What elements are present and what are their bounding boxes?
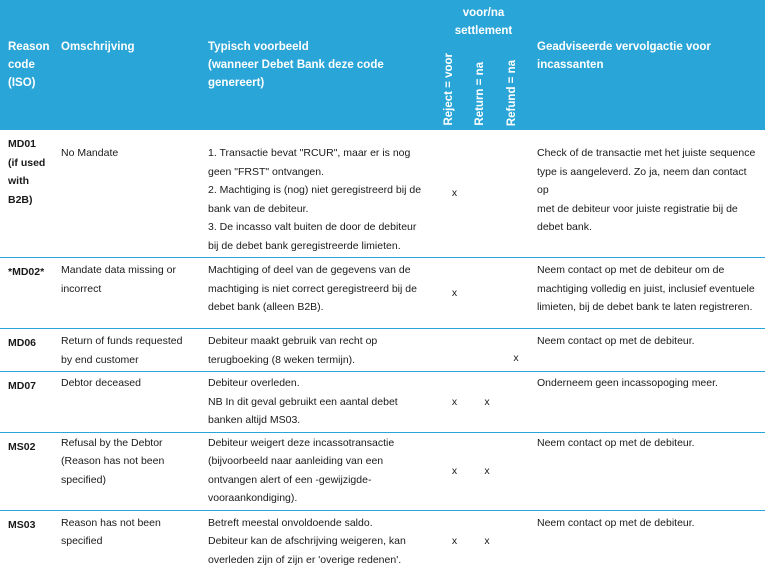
example: Debiteur overleden. NB In dit geval gebruikt een aantal debet banken altijd MS03.	[200, 372, 438, 433]
description: Reason has not been specified	[61, 516, 161, 547]
reject-mark: x	[438, 130, 471, 258]
header-group-label: voor/na settlement	[454, 7, 513, 37]
reason-code: MD01 (if used with B2B)	[0, 130, 53, 258]
table-row	[0, 510, 765, 571]
return-mark	[471, 329, 503, 372]
return-mark	[471, 258, 503, 329]
header-voor-na-settlement	[438, 0, 529, 130]
return-mark: x	[471, 372, 503, 433]
action: Onderneem geen incassopoging meer.	[529, 372, 765, 433]
table-row	[0, 372, 765, 433]
action: Neem contact op met de debiteur om de machtiging volledig en juist, inclusief eventuele limieten, bij de debet bank te laten registreren.	[529, 258, 765, 329]
reject-mark: x	[438, 372, 471, 433]
return-mark: x	[484, 534, 490, 547]
example: Machtiging of deel van de gegevens van de machtiging is niet correct geregistreerd bij de debet bank (alleen B2B).	[200, 258, 438, 329]
refund-mark	[503, 432, 529, 510]
header-return: Return = na	[474, 62, 486, 126]
table-row	[0, 258, 765, 329]
action: Neem contact op met de debiteur.	[529, 432, 765, 510]
description: Mandate data missing or incorrect	[53, 258, 200, 329]
header-reason-code: Reason code (ISO)	[0, 0, 53, 130]
refund-mark: x	[503, 329, 529, 372]
header-omschrijving: Omschrijving	[53, 0, 200, 130]
action: Neem contact op met de debiteur.	[529, 329, 765, 372]
table-row	[0, 329, 765, 372]
action: Neem contact op met de debiteur.	[537, 516, 695, 529]
table-row	[0, 130, 765, 258]
header-refund: Refund = na	[506, 59, 518, 126]
example: 1. Transactie bevat "RCUR", maar er is nog geen "FRST" ontvangen. 2. Machtiging is (nog) niet geregistreerd bij de bank van de debiteur. 3. De incasso valt buiten de door de debiteur bij de debet bank geregistreerde limieten.	[200, 130, 438, 258]
refund-mark	[503, 510, 529, 571]
header-reject: Reject = voor	[443, 53, 455, 126]
reason-code: MS03	[8, 518, 36, 531]
header-vervolgactie: Geadviseerde vervolgactie voor incassanten	[529, 0, 765, 130]
example: Debiteur weigert deze incassotransactie (bijvoorbeeld naar aanleiding van een ontvangen alert of een -gewijzigde- vooraankondiging).	[200, 432, 438, 510]
description: Debtor deceased	[53, 372, 200, 433]
action: Check of de transactie met het juiste sequence type is aangeleverd. Zo ja, neem dan contact op met de debiteur voor juiste registratie bij de debet bank.	[529, 130, 765, 258]
reason-code: *MD02*	[0, 258, 53, 329]
reject-mark: x	[451, 534, 458, 547]
table-row	[0, 432, 765, 510]
reject-mark: x	[438, 432, 471, 510]
return-mark: x	[471, 432, 503, 510]
header-typisch-voorbeeld: Typisch voorbeeld (wanneer Debet Bank deze code genereert)	[200, 0, 438, 130]
reason-code: MS02	[0, 432, 53, 510]
description: Return of funds requested by end customer	[53, 329, 200, 372]
description: No Mandate	[53, 130, 200, 258]
reject-mark	[438, 329, 471, 372]
reject-mark: x	[438, 258, 471, 329]
reason-code: MD07	[0, 372, 53, 433]
description: Refusal by the Debtor (Reason has not been specified)	[53, 432, 200, 510]
reason-code: MD06	[0, 329, 53, 372]
example: Debiteur maakt gebruik van recht op terugboeking (8 weken termijn).	[200, 329, 438, 372]
refund-mark	[503, 372, 529, 433]
table-header-row	[0, 0, 765, 130]
refund-mark	[503, 258, 529, 329]
refund-mark	[503, 130, 529, 258]
example: Betreft meestal onvoldoende saldo. Debiteur kan de afschrijving weigeren, kan overleden zijn of zijn er 'overige redenen'.	[208, 516, 406, 566]
return-mark	[471, 130, 503, 258]
